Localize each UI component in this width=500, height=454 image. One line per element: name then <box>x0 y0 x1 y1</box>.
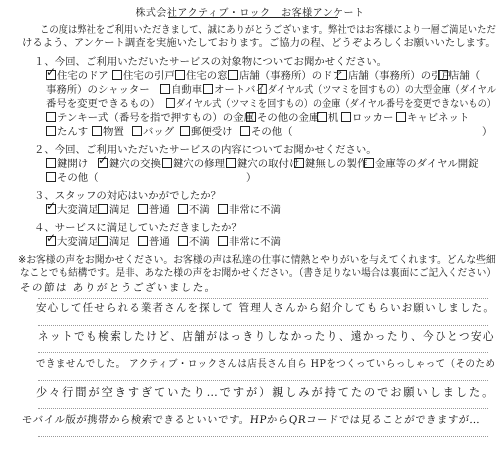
writing-line <box>38 298 488 299</box>
q1-option[interactable]: たんす <box>46 126 88 138</box>
q1-option[interactable]: キャビネット <box>396 112 469 124</box>
checkbox[interactable] <box>98 153 109 168</box>
checkbox[interactable] <box>46 231 57 246</box>
checkbox[interactable] <box>166 98 175 108</box>
q1-option[interactable]: 自動車 <box>160 84 202 96</box>
q1-option[interactable]: ✓ 住宅のドア <box>46 65 109 82</box>
q2-option[interactable]: その他（ <box>46 172 99 184</box>
voice-intro-line-1: ※お客様の声をお聞かせください。お客様の声は私達の仕事に情熱とやりがいを与えてくれます。どんな些細 <box>18 254 496 266</box>
writing-line <box>38 352 488 353</box>
q4-option[interactable]: 普通 <box>138 236 170 248</box>
q1-option[interactable]: その他の金庫 <box>246 112 319 124</box>
handwritten-line: その節は ありがとうございました。 <box>19 282 218 294</box>
checkbox[interactable] <box>180 126 190 136</box>
checkmark-icon: ✓ <box>46 199 57 213</box>
checkmark-icon: ✓ <box>98 153 109 167</box>
checkbox[interactable] <box>175 70 185 80</box>
q3-option[interactable]: 不満 <box>178 204 210 216</box>
q1-option[interactable]: 住宅の窓 <box>175 70 228 82</box>
handwritten-line: 安心して任せられる業者さんを探して 管理人さんから紹介してもらいお願いしました。 <box>36 302 496 314</box>
checkbox[interactable] <box>46 158 56 168</box>
q1-option[interactable]: オートバイ <box>203 84 266 96</box>
q4-option[interactable]: 非常に不満 <box>218 236 281 248</box>
checkbox[interactable] <box>228 70 238 80</box>
q1-option[interactable]: 店舗（ <box>438 70 480 82</box>
checkbox[interactable] <box>46 199 57 214</box>
checkbox[interactable] <box>337 70 347 80</box>
q1-option[interactable]: 住宅の引戸 <box>112 70 175 82</box>
q1-option-continued: 事務所）のシャッター <box>46 84 150 96</box>
checkbox[interactable] <box>240 126 250 136</box>
q2-option[interactable]: ✓ 鍵穴の交換 <box>98 153 161 170</box>
checkbox[interactable] <box>178 204 188 214</box>
checkbox[interactable] <box>438 70 448 80</box>
q1-option[interactable]: ダイヤル式（ツマミを回すもの）の金庫（ダイヤル番号を変更できないもの） <box>166 98 496 110</box>
q2-option[interactable]: 鍵開け <box>46 158 88 170</box>
q4-question: ４、サービスに満足していただきましたか？ <box>34 222 242 234</box>
checkbox[interactable] <box>138 236 148 246</box>
checkbox[interactable] <box>218 204 228 214</box>
q2-option[interactable]: 鍵穴の取付け <box>226 158 299 170</box>
q4-option[interactable]: 満足 <box>98 236 130 248</box>
voice-intro-line-2: なことでも結構です。是非、あなた様の声をお聞かせください。（書き足りない場合は裏面にご記入ください） <box>20 267 497 279</box>
q4-option[interactable]: 不満 <box>178 236 210 248</box>
checkbox[interactable] <box>246 112 256 122</box>
checkbox[interactable] <box>98 236 108 246</box>
q2-question: ２、今回、ご利用いただいたサービスの内容についてお聞かせください。 <box>34 144 377 156</box>
checkbox[interactable] <box>317 112 327 122</box>
q2-option[interactable]: 鍵無しの製作 <box>294 158 367 170</box>
checkbox[interactable] <box>226 158 236 168</box>
checkmark-icon: ✓ <box>46 231 57 245</box>
q1-option[interactable]: 郵便受け <box>180 126 233 138</box>
q3-option[interactable]: 普通 <box>138 204 170 216</box>
checkbox[interactable] <box>294 158 304 168</box>
checkbox[interactable] <box>160 84 170 94</box>
checkmark-icon: ✓ <box>46 65 57 79</box>
q1-question: １、今回、ご利用いただいたサービスの対象物についてお聞かせください。 <box>34 56 388 68</box>
checkbox[interactable] <box>46 126 56 136</box>
q1-option[interactable]: 机 <box>317 112 338 124</box>
checkbox[interactable] <box>46 172 56 182</box>
checkbox[interactable] <box>132 126 142 136</box>
title-underline <box>168 17 338 18</box>
q2-option[interactable]: 鍵穴の修理 <box>162 158 225 170</box>
writing-line <box>38 408 488 409</box>
intro-line-1: この度は弊社をご利用いただきまして、誠にありがとうございます。弊社ではお客様により一層ご満足いただ <box>40 24 496 36</box>
q1-option[interactable]: ダイヤル式（ツマミを回すもの）の大型金庫（ダイヤル <box>258 84 496 96</box>
checkbox[interactable] <box>218 236 228 246</box>
checkbox[interactable] <box>341 112 351 122</box>
checkbox[interactable] <box>46 112 56 122</box>
handwritten-line: モバイル版が携帯から検索できるといいです。HPからQRコードでは見ることができますが… <box>21 414 482 426</box>
q1-option[interactable]: 店舗（事務所）の引戸 <box>337 70 452 82</box>
checkbox[interactable] <box>178 236 188 246</box>
q1-option-continued: 番号を変更できるもの） <box>46 98 161 110</box>
q1-option[interactable]: 店舗（事務所）のドア <box>228 70 343 82</box>
handwritten-line: ネットでも検索したけど、店舗がはっきりしなかったり、遠かったり、今ひとつ安心 <box>38 330 496 343</box>
checkbox[interactable] <box>203 84 213 94</box>
q2-other-close: ） <box>246 172 257 184</box>
q3-option[interactable]: ✓ 大変満足 <box>46 199 99 216</box>
writing-line <box>38 436 488 437</box>
checkbox[interactable] <box>258 84 267 94</box>
writing-line <box>38 325 488 326</box>
checkbox[interactable] <box>92 126 102 136</box>
intro-line-2: けるよう、アンケート調査を実施いたしております。ご協力の程、どうぞよろしくお願いいたします。 <box>22 37 496 49</box>
checkbox[interactable] <box>112 70 122 80</box>
checkbox[interactable] <box>138 204 148 214</box>
checkbox[interactable] <box>162 158 172 168</box>
q4-option[interactable]: ✓ 大変満足 <box>46 231 99 248</box>
checkbox[interactable] <box>396 112 406 122</box>
handwritten-line: 少々行間が空きすぎていたり…ですが）親しみが持てたのでお願いしました。 <box>36 386 496 399</box>
checkbox[interactable] <box>364 158 374 168</box>
handwritten-line: できませんでした。 アクティブ・ロックさんは店長さん自ら HPをつくっていらっしゃって（そのため <box>36 359 496 370</box>
checkbox[interactable] <box>46 65 57 80</box>
writing-line <box>38 380 488 381</box>
q3-option[interactable]: 満足 <box>98 204 130 216</box>
survey-title: 株式会社アクティブ・ロック お客様アンケート <box>135 8 365 19</box>
q1-option[interactable]: ロッカー <box>341 112 393 124</box>
q1-other-close: ） <box>482 126 493 138</box>
q1-option[interactable]: 物置 <box>92 126 124 138</box>
q2-option[interactable]: 金庫等のダイヤル開錠 <box>364 158 479 170</box>
checkbox[interactable] <box>98 204 108 214</box>
q3-option[interactable]: 非常に不満 <box>218 204 281 216</box>
q1-option[interactable]: バッグ <box>132 126 174 138</box>
q1-option[interactable]: その他（ <box>240 126 293 138</box>
q3-question: ３、スタッフの対応はいかがでしたか？ <box>34 190 222 202</box>
q1-option[interactable]: テンキー式（番号を指で押すもの）の金庫 <box>46 112 254 124</box>
